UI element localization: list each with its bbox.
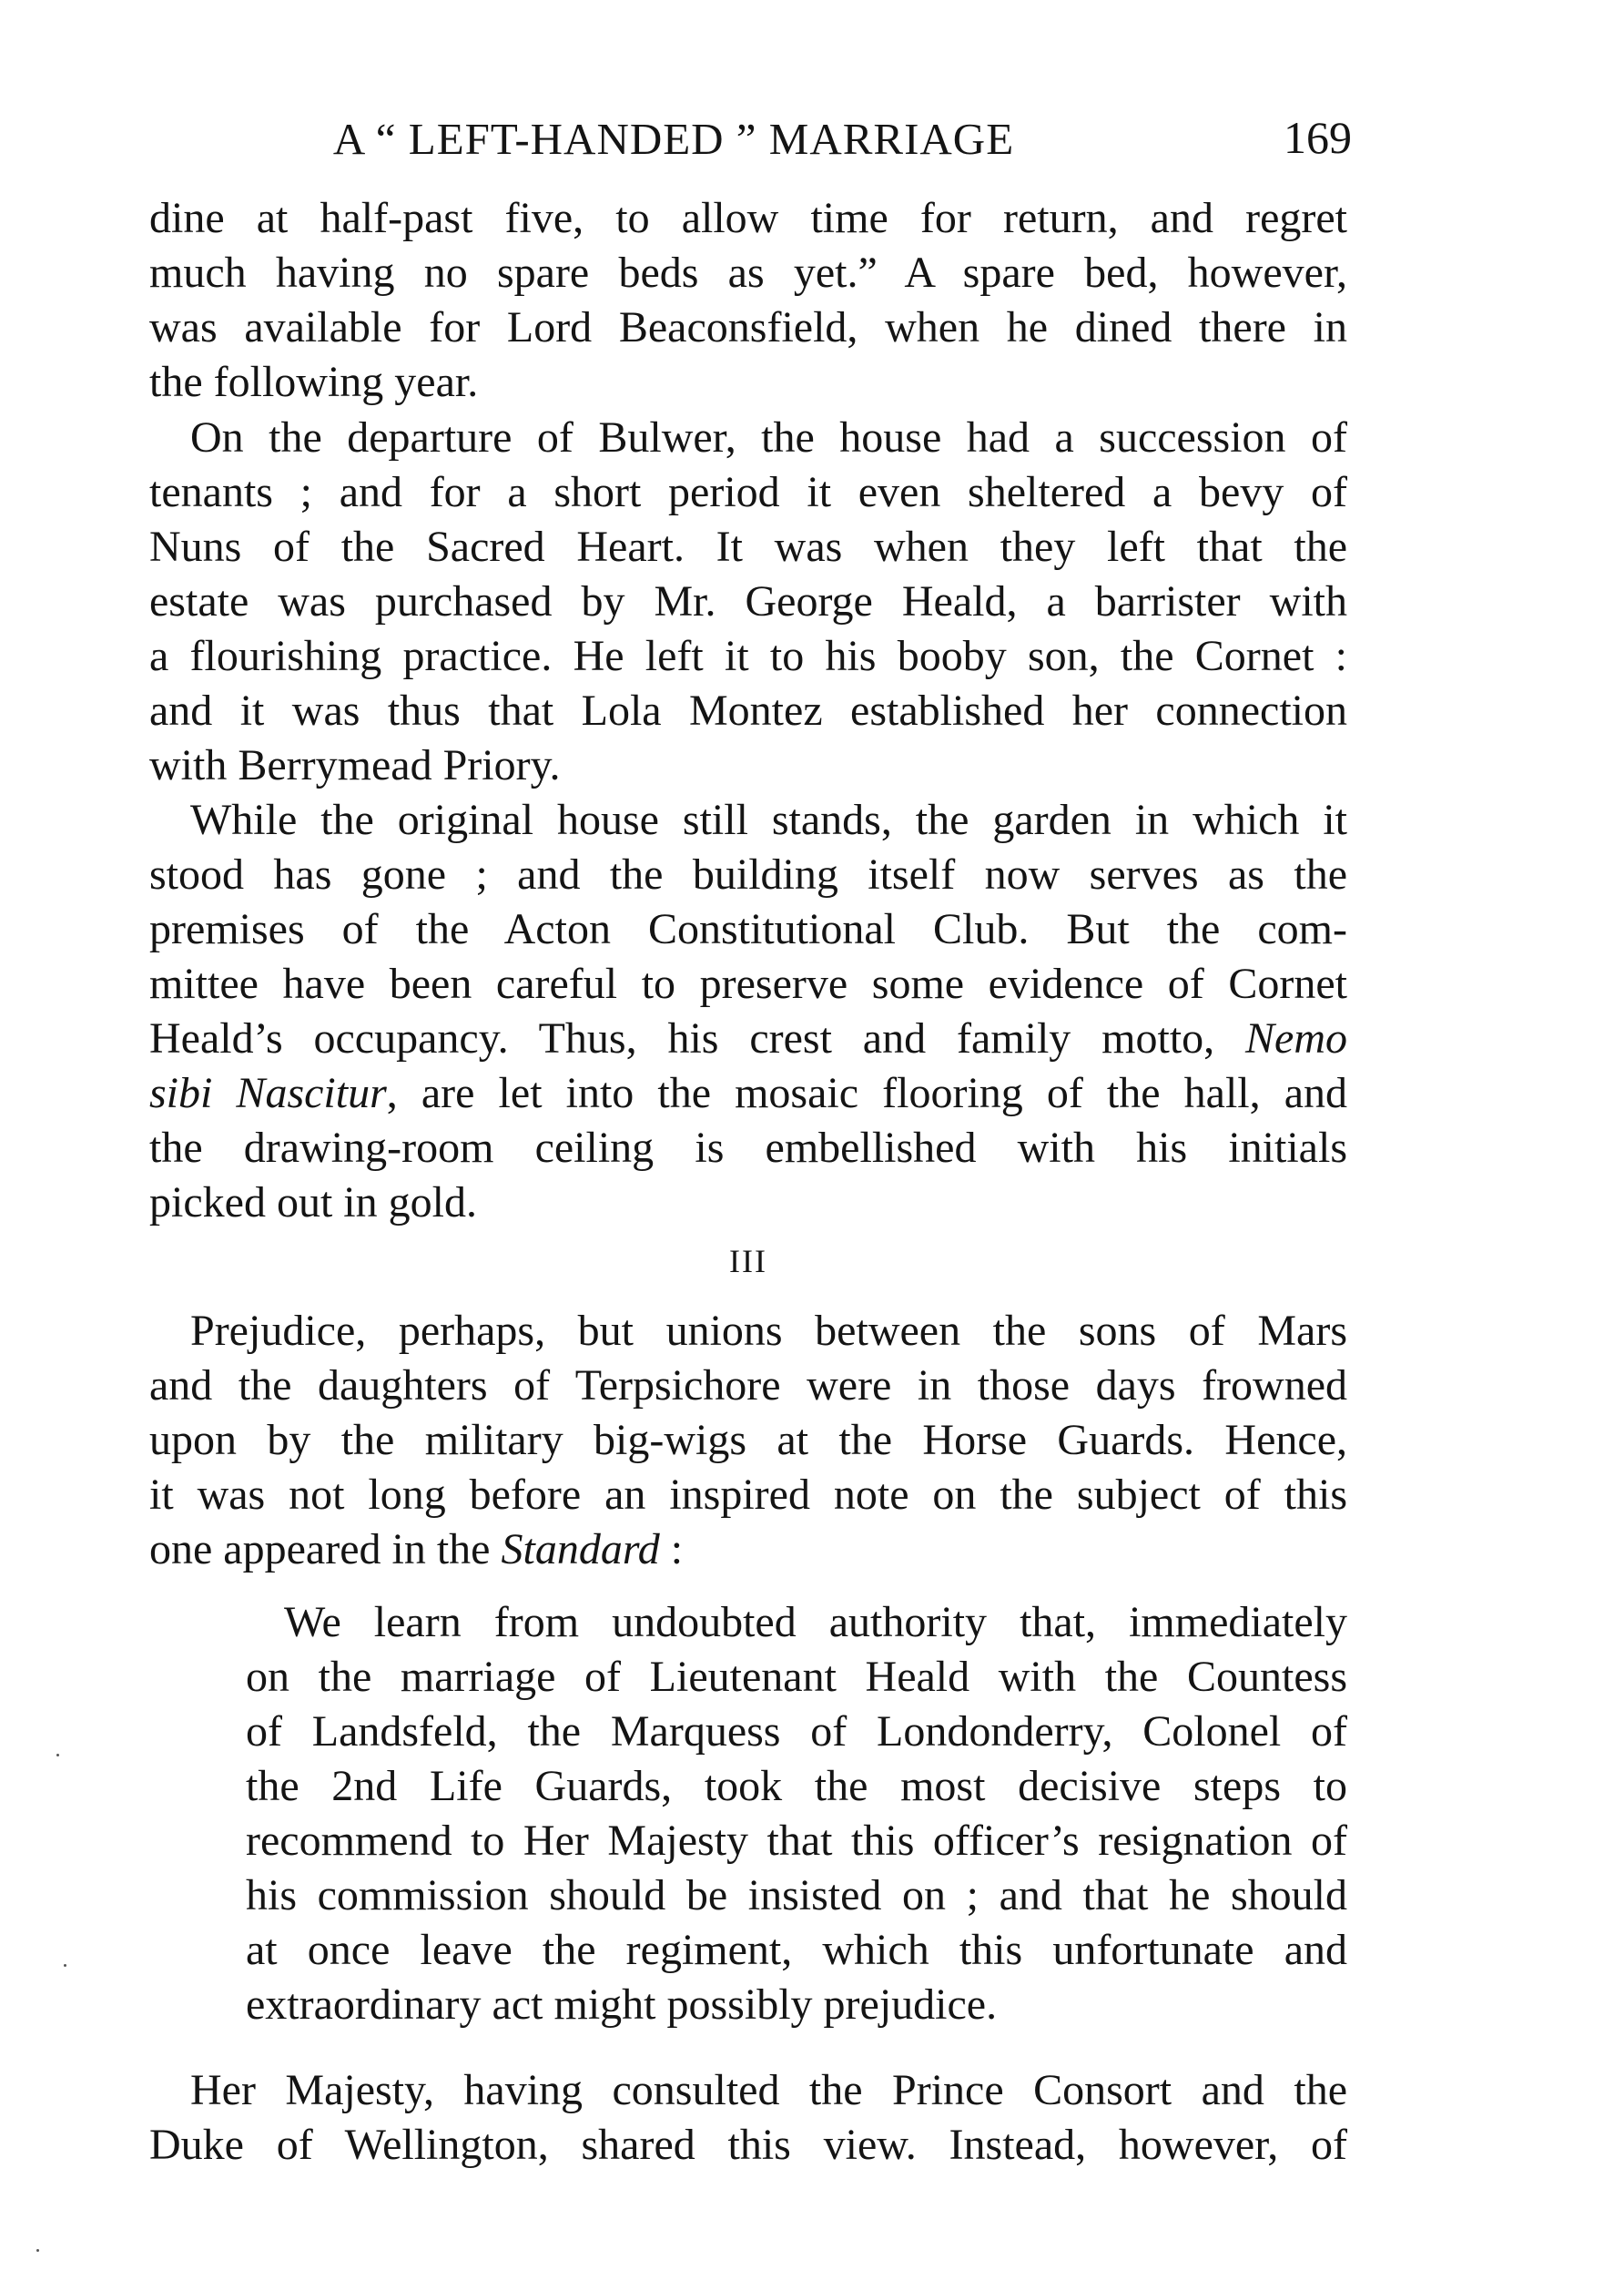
text-line: [149, 1012, 1347, 1066]
quote-line: his commission should be insisted on ; and that he should: [246, 1871, 1347, 1919]
text-line: premises of the Acton Constitutional Club. But the com-: [149, 905, 1347, 953]
page-header: [146, 107, 1352, 171]
text-run: :: [659, 1525, 684, 1573]
text-line: it was not long before an inspired note on the subject of this: [149, 1471, 1347, 1519]
text-line: [149, 1066, 1347, 1121]
text-line: tenants ; and for a short period it even sheltered a bevy of: [149, 468, 1347, 516]
text-line: picked out in gold.: [149, 1178, 477, 1227]
scan-speck: [56, 1754, 59, 1756]
quote-line: We learn from undoubted authority that, immediately: [284, 1598, 1347, 1646]
text-line: the drawing-room ceiling is embellished with his initials: [149, 1124, 1347, 1172]
text-line: While the original house still stands, the garden in which it: [190, 796, 1347, 844]
text-run: one appeared in the: [149, 1525, 502, 1573]
running-head: A “ LEFT-HANDED ” MARRIAGE: [332, 114, 1015, 164]
text-line: the following year.: [149, 358, 479, 406]
text-line: Duke of Wellington, shared this view. Instead, however, of: [149, 2121, 1347, 2169]
text-line: [149, 1522, 1347, 1577]
quote-line: at once leave the regiment, which this unfortunate and: [246, 1926, 1347, 1974]
page-number: 169: [1284, 112, 1352, 163]
quote-line: recommend to Her Majesty that this officer’s resignation of: [246, 1817, 1347, 1865]
scan-speck: [36, 2249, 39, 2252]
text-run: Heald’s occupancy. Thus, his crest and family motto,: [149, 1014, 1246, 1063]
quote-line: of Landsfeld, the Marquess of Londonderry, Colonel of: [246, 1707, 1347, 1756]
text-line: Nuns of the Sacred Heart. It was when they left that the: [149, 523, 1347, 571]
text-line: a flourishing practice. He left it to his booby son, the Cornet :: [149, 632, 1347, 680]
section-number: III: [729, 1243, 767, 1279]
quote-line: extraordinary act might possibly prejudice.: [246, 1980, 998, 2029]
text-line: stood has gone ; and the building itself now serves as the: [149, 850, 1347, 899]
quote-line: on the marriage of Lieutenant Heald with the Countess: [246, 1653, 1347, 1701]
italic-motto: sibi Nascitur: [149, 1069, 387, 1117]
text-line: was available for Lord Beaconsfield, when he dined there in: [149, 303, 1347, 351]
text-line: with Berrymead Priory.: [149, 741, 561, 789]
text-line: and it was thus that Lola Montez established her connection: [149, 687, 1347, 735]
text-line: and the daughters of Terpsichore were in those days frowned: [149, 1361, 1347, 1410]
text-line: estate was purchased by Mr. George Heald, a barrister with: [149, 577, 1347, 626]
text-line: dine at half-past five, to allow time for return, and regret: [149, 194, 1347, 242]
text-run: , are let into the mosaic flooring of the hall, and: [386, 1069, 1348, 1117]
text-line: On the departure of Bulwer, the house had a succession of: [190, 413, 1347, 462]
text-line: Prejudice, perhaps, but unions between the sons of Mars: [190, 1307, 1347, 1355]
quote-line: the 2nd Life Guards, took the most decisive steps to: [246, 1762, 1347, 1810]
italic-newspaper-title: Standard: [501, 1525, 660, 1573]
italic-motto: Nemo: [1245, 1014, 1347, 1063]
text-line: much having no spare beds as yet.” A spare bed, however,: [149, 249, 1347, 297]
text-line: Her Majesty, having consulted the Prince Consort and the: [190, 2066, 1347, 2114]
text-line: mittee have been careful to preserve some evidence of Cornet: [149, 960, 1347, 1008]
scan-speck: [64, 1964, 66, 1967]
text-line: upon by the military big-wigs at the Horse Guards. Hence,: [149, 1416, 1347, 1464]
